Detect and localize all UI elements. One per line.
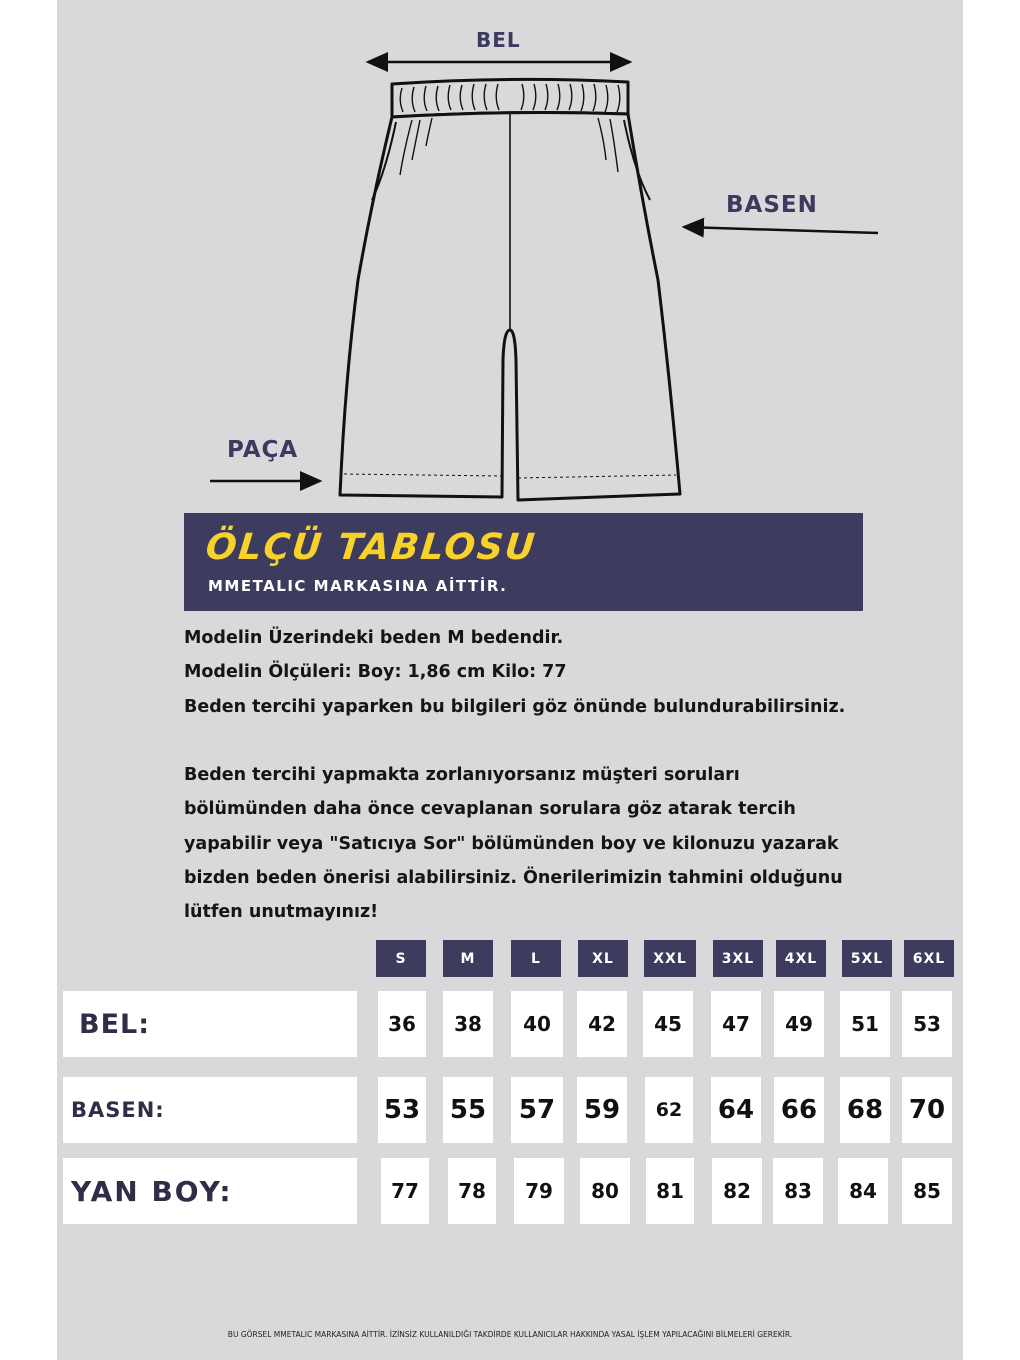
basen-arrow: [684, 227, 878, 233]
size-header-6xl: 6XL: [904, 940, 954, 977]
yan-boy-cell-4xl: 83: [773, 1158, 823, 1224]
bel-cell-3xl: 47: [711, 991, 761, 1057]
bel-label: BEL: [476, 28, 521, 52]
banner-subtitle: MMETALIC MARKASINA AİTTİR.: [208, 577, 508, 595]
size-header-l: L: [511, 940, 561, 977]
yan-boy-cell-xl: 80: [580, 1158, 630, 1224]
shorts-diagram: [0, 0, 1020, 520]
bel-cell-m: 38: [443, 991, 493, 1057]
size-header-s: S: [376, 940, 426, 977]
basen-cell-3xl: 64: [711, 1077, 761, 1143]
help-paragraph: [184, 758, 884, 929]
size-header-5xl: 5XL: [842, 940, 892, 977]
size-header-3xl: 3XL: [713, 940, 763, 977]
copyright-footer: BU GÖRSEL MMETALIC MARKASINA AİTTİR. İZİNSİZ KULLANILDIĞI TAKDİRDE KULLANICILAR HAKKINDA YASAL İŞLEM YAPILACAĞINI BİLMELERİ GEREKİR.: [227, 1330, 793, 1339]
model-size-info: Modelin Üzerindeki beden M bedendir.: [184, 628, 564, 648]
size-chart-banner: [184, 513, 863, 611]
help-line: lütfen unutmayınız!: [184, 902, 379, 923]
basen-cell-5xl: 68: [840, 1077, 890, 1143]
yan-boy-cell-6xl: 85: [902, 1158, 952, 1224]
yan-boy-cell-m: 78: [448, 1158, 496, 1224]
bel-cell-l: 40: [511, 991, 563, 1057]
yan-boy-cell-5xl: 84: [838, 1158, 888, 1224]
basen-cell-6xl: 70: [902, 1077, 952, 1143]
bel-cell-xxl: 45: [643, 991, 693, 1057]
size-header-m: M: [443, 940, 493, 977]
help-line: Beden tercihi yapmakta zorlanıyorsanız müşteri soruları: [184, 765, 740, 785]
yan-boy-cell-3xl: 82: [712, 1158, 762, 1224]
size-header-4xl: 4XL: [776, 940, 826, 977]
basen-cell-xl: 59: [577, 1077, 627, 1143]
basen-cell-s: 53: [378, 1077, 426, 1143]
model-measurements-info: Modelin Ölçüleri: Boy: 1,86 cm Kilo: 77: [184, 662, 567, 682]
size-header-xxl: XXL: [644, 940, 696, 977]
help-line: yapabilir veya "Satıcıya Sor" bölümünden boy ve kilonuzu yazarak: [184, 833, 839, 854]
basen-cell-4xl: 66: [774, 1077, 824, 1143]
row-label-basen: BASEN:: [63, 1077, 357, 1143]
paca-label: PAÇA: [227, 437, 299, 463]
size-advice-info: Beden tercihi yaparken bu bilgileri göz önünde bulundurabilirsiniz.: [184, 697, 846, 717]
yan-boy-cell-l: 79: [514, 1158, 564, 1224]
yan-boy-cell-s: 77: [381, 1158, 429, 1224]
size-header-xl: XL: [578, 940, 628, 977]
row-label-bel: BEL:: [63, 991, 357, 1057]
bel-cell-6xl: 53: [902, 991, 952, 1057]
row-label-yan-boy: YAN BOY:: [63, 1158, 357, 1224]
bel-cell-s: 36: [378, 991, 426, 1057]
help-line: bölümünden daha önce cevaplanan sorulara göz atarak tercih: [184, 799, 796, 820]
banner-title: ÖLÇÜ TABLOSU: [203, 527, 539, 568]
bel-cell-5xl: 51: [840, 991, 890, 1057]
bel-cell-4xl: 49: [774, 991, 824, 1057]
help-line: bizden beden önerisi alabilirsiniz. Önerilerimizin tahmini olduğunu: [184, 867, 843, 888]
basen-cell-m: 55: [443, 1077, 493, 1143]
yan-boy-cell-xxl: 81: [646, 1158, 694, 1224]
basen-cell-l: 57: [511, 1077, 563, 1143]
basen-label: BASEN: [726, 192, 818, 218]
bel-cell-xl: 42: [577, 991, 627, 1057]
basen-cell-xxl: 62: [645, 1077, 693, 1143]
